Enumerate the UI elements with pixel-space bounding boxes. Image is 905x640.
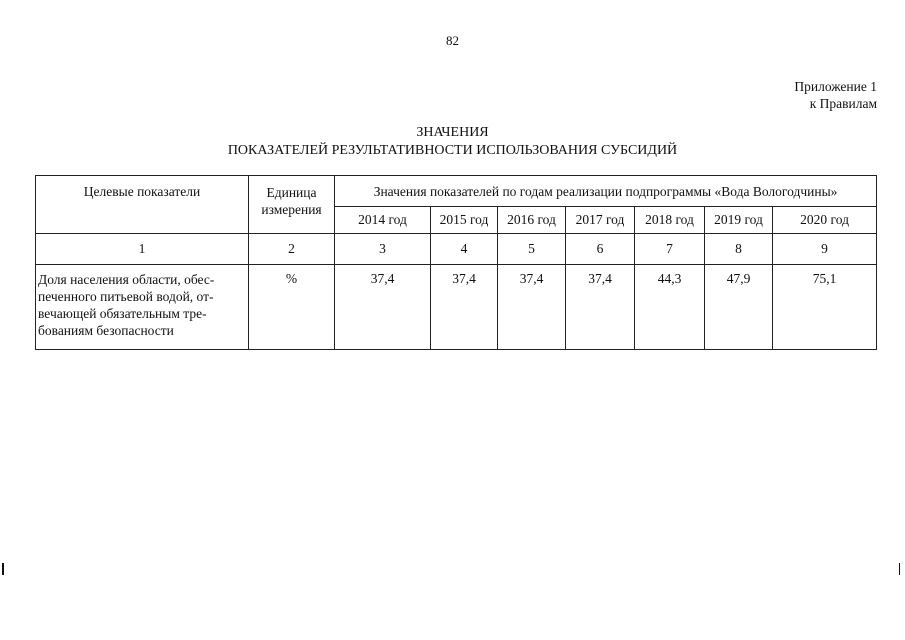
value-cell: 37,4 — [335, 265, 431, 350]
year-cell: 2018 год — [635, 207, 705, 234]
column-number: 1 — [36, 234, 249, 265]
column-number: 5 — [498, 234, 566, 265]
year-cell: 2019 год — [705, 207, 773, 234]
value-cell: 37,4 — [498, 265, 566, 350]
title-line-2: ПОКАЗАТЕЛЕЙ РЕЗУЛЬТАТИВНОСТИ ИСПОЛЬЗОВАНИЯ СУБСИДИЙ — [227, 143, 678, 158]
year-cell: 2016 год — [498, 207, 566, 234]
column-number: 9 — [773, 234, 877, 265]
indicators-table — [35, 175, 877, 350]
header-row-1 — [36, 176, 877, 207]
appendix-line-1: Приложение 1 — [794, 79, 877, 94]
value-cell: 75,1 — [773, 265, 877, 350]
scan-edge-mark-right — [899, 563, 900, 575]
scan-edge-mark-left — [2, 563, 4, 575]
value-cell: 44,3 — [635, 265, 705, 350]
header-values-by-year: Значения показателей по годам реализации подпрограммы «Вода Вологодчины» — [335, 176, 877, 207]
appendix-reference — [794, 78, 877, 112]
column-number: 3 — [335, 234, 431, 265]
header-indicators: Целевые показатели — [36, 176, 249, 234]
year-cell: 2020 год — [773, 207, 877, 234]
page-number: 82 — [446, 33, 459, 48]
header-unit-line-2: измерения — [261, 202, 322, 217]
header-unit-line-1: Единица — [266, 185, 317, 200]
column-number: 8 — [705, 234, 773, 265]
header-unit — [249, 176, 335, 234]
year-cell: 2015 год — [431, 207, 498, 234]
year-cell: 2014 год — [335, 207, 431, 234]
year-cell: 2017 год — [566, 207, 635, 234]
appendix-line-2: к Правилам — [809, 96, 877, 111]
table-row — [36, 265, 877, 350]
indicator-name-line: Доля населения области, обес- — [38, 272, 215, 287]
value-cell: 47,9 — [705, 265, 773, 350]
indicator-unit: % — [249, 265, 335, 350]
column-number: 2 — [249, 234, 335, 265]
column-number: 6 — [566, 234, 635, 265]
indicator-name — [36, 265, 249, 350]
column-number-row — [36, 234, 877, 265]
column-number: 4 — [431, 234, 498, 265]
indicator-name-line: печенного питьевой водой, от- — [38, 289, 214, 304]
title-line-1: ЗНАЧЕНИЯ — [416, 125, 489, 140]
value-cell: 37,4 — [566, 265, 635, 350]
indicator-name-line: бованиям безопасности — [38, 323, 174, 338]
column-number: 7 — [635, 234, 705, 265]
indicator-name-line: вечающей обязательным тре- — [38, 306, 207, 321]
value-cell: 37,4 — [431, 265, 498, 350]
document-title — [0, 124, 905, 160]
